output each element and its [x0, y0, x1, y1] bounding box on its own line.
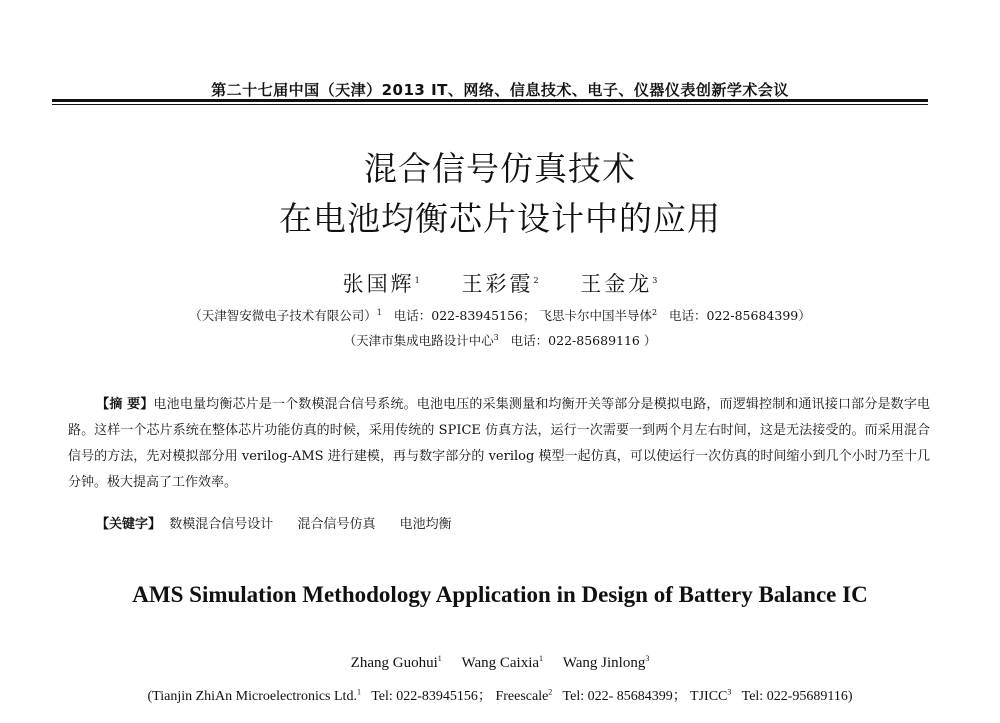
- english-author-1: [351, 655, 442, 671]
- english-author-name: Zhang Guohui: [350, 655, 438, 671]
- english-affiliation-tel: Tel: 022- 85684399；: [562, 689, 687, 704]
- english-author-list: [0, 654, 1000, 672]
- affiliation-line-2: [0, 331, 1000, 349]
- english-affiliation-tel: Tel: 022-95689116): [741, 689, 853, 704]
- english-affiliation-sup: 3: [727, 687, 732, 697]
- keywords: [96, 513, 472, 532]
- affiliation-tel: 电话：022-83945156；: [393, 308, 536, 323]
- affiliation-org: 飞思卡尔中国半导体: [539, 308, 652, 323]
- english-affiliation-org: (Tianjin ZhiAn Microelectronics Ltd.: [147, 689, 357, 704]
- paper-title-line-2: 在电池均衡芯片设计中的应用: [279, 199, 721, 238]
- affiliation-org: （天津智安微电子技术有限公司）: [189, 308, 377, 323]
- english-affiliation-tel: Tel: 022-83945156；: [371, 689, 492, 704]
- header-rule-thin: [52, 104, 928, 105]
- english-affiliation-sup: 1: [356, 687, 361, 697]
- affiliation-sup: 1: [376, 307, 382, 317]
- conference-header: 第二十七届中国（天津）2013 IT、网络、信息技术、电子、仪器仪表创新学术会议: [211, 81, 789, 99]
- affiliation-sup: 3: [493, 332, 499, 342]
- affiliation-line-1: [0, 306, 1000, 324]
- author-name: 王金龙: [580, 272, 653, 296]
- affiliation-sup: 2: [652, 307, 658, 317]
- english-affiliation-org: TJICC: [690, 689, 728, 704]
- keyword-item: 数模混合信号设计: [169, 517, 274, 532]
- english-author-sup: 1: [539, 654, 544, 663]
- abstract: [68, 392, 930, 496]
- english-author-3: [563, 655, 650, 671]
- english-affiliation: [0, 685, 1000, 705]
- author-3: [580, 272, 657, 296]
- affiliation-org: （天津市集成电路设计中心: [343, 333, 494, 348]
- keyword-item: 电池均衡: [399, 517, 452, 532]
- affiliation-tel: 电话：022-85689116 ）: [510, 333, 657, 348]
- author-1: [343, 272, 420, 296]
- abstract-text: 电池电量均衡芯片是一个数模混合信号系统。电池电压的采集测量和均衡开关等部分是模拟电路，而逻辑控制和通讯接口部分是数字电路。这样一个芯片系统在整体芯片功能仿真的时候，采用传统的 SPICE 仿真方法，运行一次需要一到两个月左右时间，这是无法接受的。而采用混合信号的方法，先对模拟部分用 verilog-AMS 进行建模，再与数字部分的 verilog 模型一起仿真，可以使运行一次仿真的时间缩小到几个小时乃至十几分钟。极大提高了工作效率。: [68, 397, 930, 490]
- affiliation-tel: 电话：022-85684399）: [669, 308, 811, 323]
- english-author-sup: 3: [645, 654, 650, 663]
- author-name: 张国辉: [342, 272, 415, 296]
- header-rule-thick: [52, 99, 928, 102]
- english-affiliation-sup: 2: [548, 687, 553, 697]
- english-title: AMS Simulation Methodology Application in Design of Battery Balance IC: [132, 582, 868, 607]
- keyword-item: 混合信号仿真: [297, 517, 376, 532]
- abstract-label: 【摘 要】: [96, 397, 154, 412]
- english-author-name: Wang Jinlong: [562, 655, 646, 671]
- english-author-2: [462, 655, 544, 671]
- author-list: [0, 268, 1000, 298]
- english-author-sup: 1: [437, 654, 442, 663]
- author-sup: 3: [652, 276, 658, 285]
- english-author-name: Wang Caixia: [461, 655, 540, 671]
- paper-title-line-1: 混合信号仿真技术: [364, 149, 636, 188]
- english-affiliation-org: Freescale: [495, 689, 549, 704]
- author-2: [461, 272, 538, 296]
- author-sup: 2: [533, 276, 539, 285]
- author-sup: 1: [414, 276, 420, 285]
- author-name: 王彩霞: [461, 272, 534, 296]
- keywords-label: 【关键字】: [96, 517, 162, 532]
